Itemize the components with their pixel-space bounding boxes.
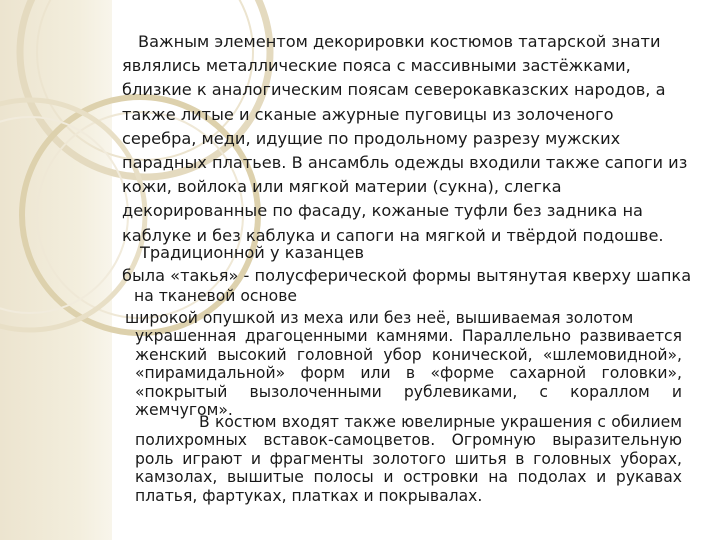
paragraph-takya-line: была «такья» - полусферической формы вытянутая кверху шапка [122, 266, 692, 285]
paragraph-kazan-intro: Традиционной у казанцев [140, 243, 365, 262]
paragraph-headwear-first-line: широкой опушкой из меха или без неё, вышиваемая золотом [125, 309, 634, 327]
paragraph-headwear [125, 309, 682, 420]
paragraph-fabric-base: на тканевой основе [134, 287, 298, 305]
paragraph-headwear-rest: украшенная драгоценными камнями. Параллельно развивается женский высокий головной убор конической, «шлемовидной», «пирамидальной» форм или в «форме сахарной головки», «покрытый вызолоченными рублевиками, с кораллом и жемчугом». [135, 327, 682, 420]
paragraph-belts-footwear-text: Важным элементом декорировки костюмов татарской знати являлись металлические пояса с массивными застёжками, близкие к аналогическим поясам северокавказских народов, а также литые и сканые ажурные пуговицы из золоченого серебра, меди, идущие по продольному разрезу мужских парадных платьев. В ансамбль одежды входили также сапоги из кожи, войлока или мягкой материи (сукна), слегка декорированные по фасаду, кожаные туфли без задника на каблуке и без каблука и сапоги на мягкой и твёрдой подошве. [122, 32, 688, 245]
paragraph-belts-footwear [122, 30, 692, 248]
paragraph-jewelry: В костюм входят также ювелирные украшения с обилием полихромных вставок-самоцветов. Огромную выразительную роль играют и фрагменты золотого шитья в головных уборах, камзолах, вышитые полосы и островки на подолах и рукавах платья, фартуках, платках и покрывалах. [135, 413, 682, 505]
